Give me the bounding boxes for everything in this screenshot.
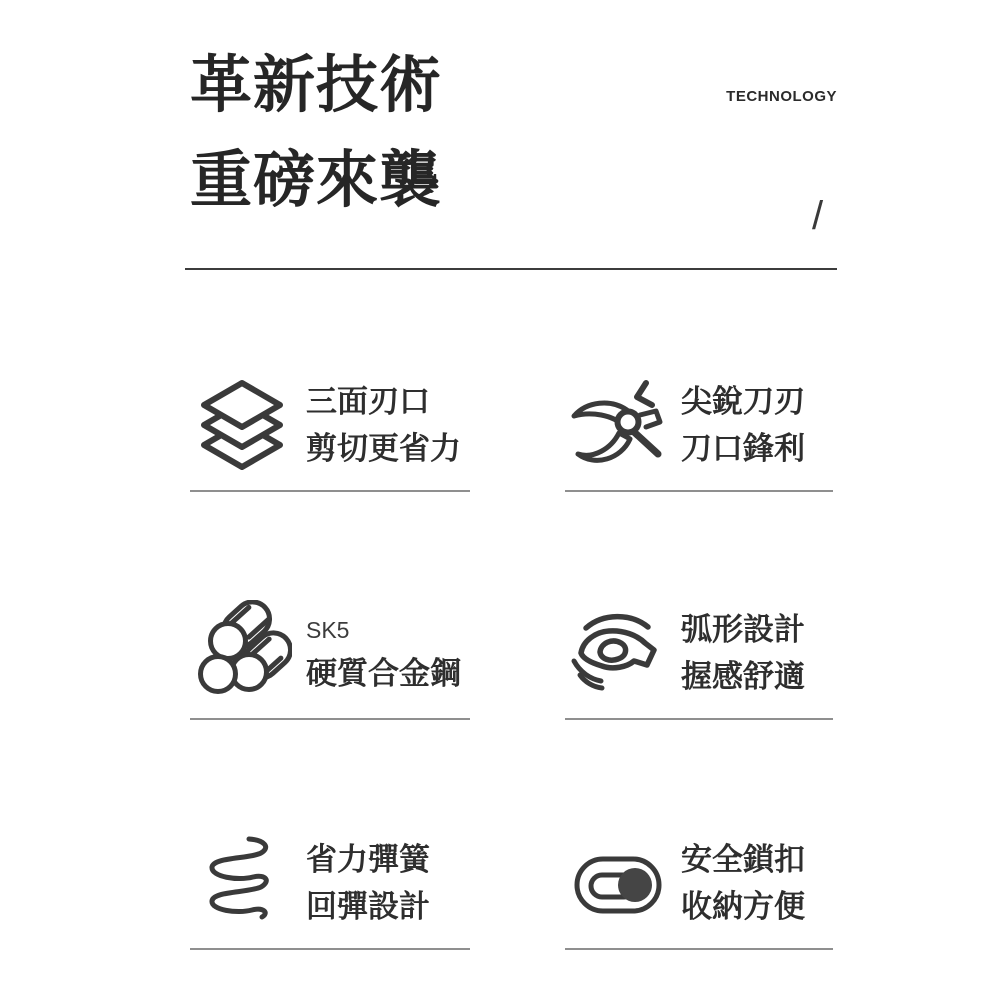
feature-line1: 省力彈簧 bbox=[306, 842, 430, 877]
feature-triple-edge bbox=[190, 360, 470, 492]
spring-icon bbox=[190, 826, 294, 940]
feature-line2: 回彈設計 bbox=[306, 889, 430, 924]
layers-icon bbox=[190, 368, 294, 482]
page-title-line1: 革新技術 bbox=[190, 51, 443, 120]
pruning-shears-icon bbox=[565, 368, 669, 482]
feature-line1: 安全鎖扣 bbox=[681, 842, 805, 877]
feature-line1: 尖銳刀刃 bbox=[681, 384, 805, 419]
feature-line1: SK5 bbox=[306, 616, 350, 643]
slash-mark: / bbox=[812, 194, 824, 238]
feature-safety-lock bbox=[565, 818, 833, 950]
feature-line2: 硬質合金鋼 bbox=[306, 655, 461, 691]
feature-line2: 握感舒適 bbox=[681, 659, 805, 694]
feature-line2: 收納方便 bbox=[681, 889, 805, 924]
page-title-line2: 重磅來襲 bbox=[190, 146, 443, 215]
feature-line1: 三面刃口 bbox=[306, 384, 430, 419]
steel-rods-icon bbox=[190, 596, 294, 710]
feature-ergonomic-grip bbox=[565, 588, 833, 720]
page-title bbox=[190, 38, 442, 228]
feature-line2: 刀口鋒利 bbox=[681, 431, 805, 466]
toggle-lock-icon bbox=[565, 826, 669, 940]
feature-line2: 剪切更省力 bbox=[306, 431, 461, 466]
feature-sk5-steel bbox=[190, 588, 470, 720]
eyebrow-label: TECHNOLOGY bbox=[726, 88, 837, 105]
feature-line1: 弧形設計 bbox=[681, 612, 805, 647]
feature-spring-rebound bbox=[190, 818, 470, 950]
feature-sharp-blade bbox=[565, 360, 833, 492]
header-divider bbox=[185, 268, 837, 270]
grip-hand-icon bbox=[565, 596, 669, 710]
toggle-knob bbox=[618, 868, 652, 902]
